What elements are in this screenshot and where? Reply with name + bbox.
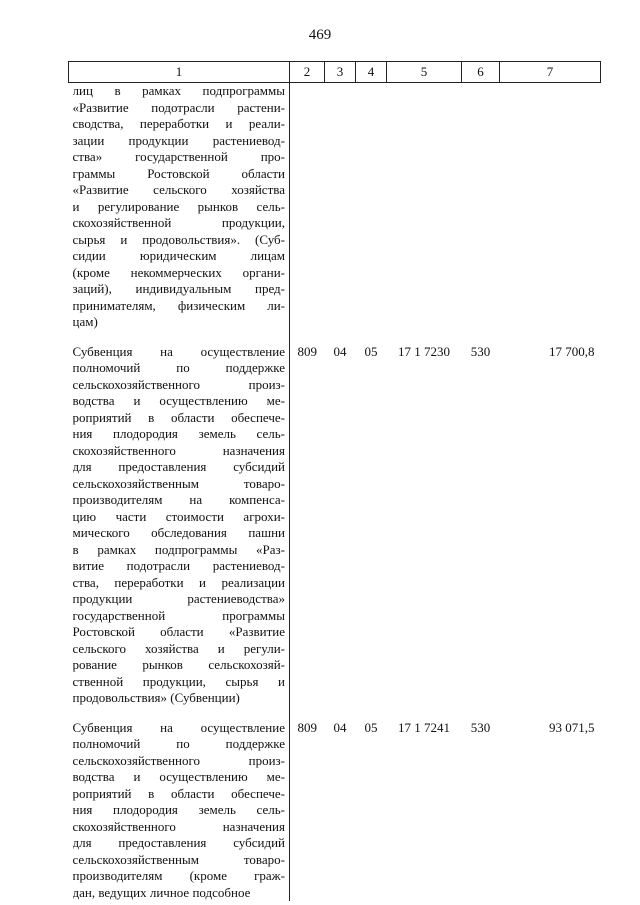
row-ministry-code: 809 (297, 343, 317, 359)
description-line: производителям на компенса- (72, 492, 285, 507)
description-line: Субвенция на осуществление (72, 343, 285, 359)
description-line: цам) (72, 314, 98, 329)
description-line: водства и осуществлению ме- (72, 393, 285, 408)
description-line: ства, переработки и реализации (72, 574, 285, 590)
description-line: в рамках подпрограммы «Раз- (72, 541, 285, 557)
row-amount: 93 071,5 (549, 719, 595, 735)
row-description (69, 344, 290, 720)
description-line: ния плодородия земель сель- (72, 802, 285, 817)
description-line: сельскохозяйственным товаро- (72, 851, 285, 867)
row-target-article (387, 83, 462, 344)
description-line: сельскохозяйственного произ- (72, 752, 285, 768)
description-line: принимателям, физическим ли- (72, 297, 285, 313)
description-line: для предоставления субсидий (72, 835, 285, 850)
description-line: витие подотрасли растениевод- (72, 558, 285, 573)
description-line: Ростовской области «Развитие (72, 624, 285, 639)
description-line: водства и осуществлению ме- (72, 769, 285, 784)
table-row (69, 720, 601, 902)
column-header: 2 (290, 62, 325, 83)
row-section-code (325, 83, 356, 344)
description-line: цию части стоимости агрохи- (72, 508, 285, 524)
description-line: для предоставления субсидий (72, 459, 285, 474)
description-line: Субвенция на осуществление (72, 719, 285, 735)
description-line: ственной продукции, сырья и (72, 673, 285, 689)
row-section-code: 04 (333, 719, 347, 735)
table-body (69, 83, 601, 902)
column-header: 1 (69, 62, 290, 83)
page-number: 469 (308, 27, 332, 43)
description-line: зации продукции растениевод- (72, 132, 285, 148)
row-amount (500, 83, 601, 344)
description-line: скохозяйственного назначения (72, 818, 285, 834)
description-line: сводства, переработки и реали- (72, 116, 285, 131)
description-line: сельского хозяйства и регули- (72, 640, 285, 656)
budget-table (68, 61, 601, 901)
description-line: полномочий по поддержке (72, 736, 285, 751)
description-line: продовольствия» (Субвенции) (72, 690, 240, 705)
description-line: и регулирование рынков сель- (72, 198, 285, 214)
row-subsection-code: 05 (364, 719, 378, 735)
description-line: ния плодородия земель сель- (72, 426, 285, 441)
description-line: производителям (кроме граж- (72, 868, 285, 883)
table-row (69, 83, 601, 344)
description-line: сельскохозяйственным товаро- (72, 475, 285, 491)
row-subsection-code (356, 83, 387, 344)
row-expense-type: 530 (470, 343, 491, 359)
description-line: продукции растениеводства» (72, 591, 285, 606)
column-header: 6 (462, 62, 500, 83)
table-row (69, 344, 601, 720)
description-line: граммы Ростовской области (72, 165, 285, 181)
description-line: роприятий в области обеспече- (72, 785, 285, 801)
row-expense-type: 530 (470, 719, 491, 735)
row-description (69, 83, 290, 344)
row-expense-type (462, 83, 500, 344)
description-line: лиц в рамках подпрограммы (72, 83, 285, 98)
description-line: мического обследования пашни (72, 525, 285, 540)
description-line: «Развитие сельского хозяйства (72, 182, 285, 197)
description-line: рование рынков сельскохозяй- (72, 657, 285, 672)
description-line: сидии юридическим лицам (72, 248, 285, 263)
row-section-code: 04 (333, 343, 347, 359)
header-row (69, 62, 601, 83)
row-ministry-code (290, 83, 325, 344)
description-line: скохозяйственного назначения (72, 442, 285, 458)
description-line: полномочий по поддержке (72, 360, 285, 375)
column-header: 7 (500, 62, 601, 83)
row-ministry-code: 809 (297, 719, 317, 735)
description-line: государственной программы (72, 607, 285, 623)
row-subsection-code: 05 (364, 343, 378, 359)
row-target-article: 17 1 7241 (398, 719, 450, 735)
description-line: дан, ведущих личное подсобное (72, 884, 251, 900)
description-line: скохозяйственной продукции, (72, 215, 285, 230)
column-header: 5 (387, 62, 462, 83)
description-line: «Развитие подотрасли растени- (72, 99, 285, 115)
description-line: заций), индивидуальным пред- (72, 281, 285, 296)
description-line: сельскохозяйственного произ- (72, 376, 285, 392)
description-line: ства» государственной про- (72, 149, 285, 164)
row-amount: 17 700,8 (549, 343, 595, 359)
description-line: роприятий в области обеспече- (72, 409, 285, 425)
column-header: 3 (325, 62, 356, 83)
description-line: сырья и продовольствия». (Суб- (72, 231, 285, 247)
column-header: 4 (356, 62, 387, 83)
row-description (69, 720, 290, 902)
description-line: (кроме некоммерческих органи- (72, 264, 285, 280)
row-target-article: 17 1 7230 (398, 343, 450, 359)
